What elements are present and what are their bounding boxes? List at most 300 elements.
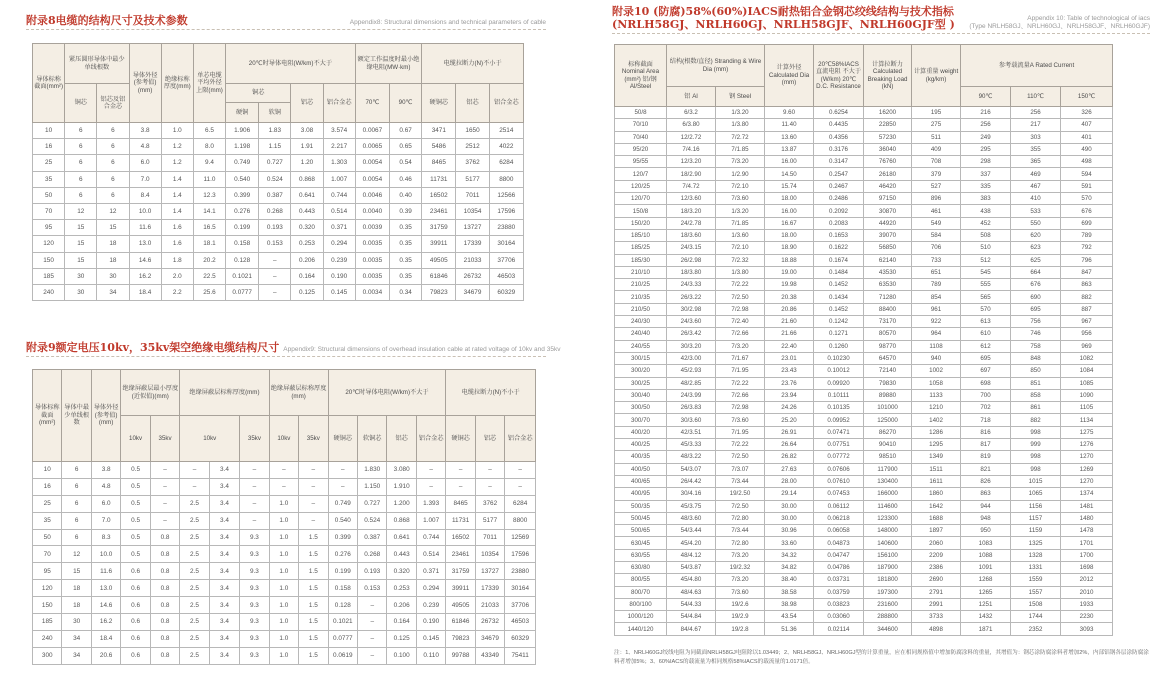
table-cell: 3.4	[209, 630, 239, 647]
table-cell: 16.00	[765, 205, 814, 217]
table-cell: 156100	[864, 549, 912, 561]
table-cell: 400/20	[615, 426, 667, 438]
table-row	[615, 254, 1113, 266]
table-cell: 0.07772	[814, 451, 864, 463]
table-cell: 210/25	[615, 279, 667, 291]
table-cell: 120/70	[615, 193, 667, 205]
table-row	[615, 598, 1113, 610]
table-cell: 123300	[864, 512, 912, 524]
table-cell: 1/2.90	[716, 168, 765, 180]
table-cell: 15	[62, 563, 91, 580]
appendix10-table-body	[615, 107, 1113, 636]
header-min-wires: 导体中最少单线根数	[62, 370, 91, 462]
table-cell: 533	[1011, 205, 1061, 217]
header-bf-al: 铝芯	[475, 416, 504, 462]
table-cell: 16.5	[193, 220, 225, 236]
table-cell: 3.4	[209, 478, 239, 495]
table-cell: –	[358, 614, 387, 631]
table-row	[33, 529, 536, 546]
table-cell: 11.6	[129, 220, 161, 236]
table-cell: 13.87	[765, 143, 814, 155]
table-cell: 699	[1061, 217, 1113, 229]
table-cell: –	[240, 478, 269, 495]
table-cell: 500/35	[615, 500, 667, 512]
table-cell: 610	[961, 328, 1011, 340]
table-cell: 197300	[864, 586, 912, 598]
table-cell: 0.744	[416, 529, 445, 546]
table-cell: 2012	[1061, 574, 1113, 586]
table-cell: 3.4	[209, 597, 239, 614]
table-cell: 30	[65, 268, 97, 284]
table-cell: –	[446, 462, 475, 479]
table-cell: 612	[961, 340, 1011, 352]
table-cell: 3.574	[323, 123, 355, 139]
table-cell: 48/4.12	[667, 549, 716, 561]
table-cell: 7/2.80	[716, 512, 765, 524]
table-row	[615, 291, 1113, 303]
header-t90: 90℃	[390, 84, 422, 123]
table-cell: 10354	[456, 203, 489, 219]
table-cell: 18	[97, 252, 129, 268]
table-cell: 39911	[446, 580, 475, 597]
table-cell: 38.40	[765, 574, 814, 586]
table-cell: 3.4	[209, 495, 239, 512]
table-cell: 1700	[1061, 549, 1113, 561]
header-soft-cu: 软铜芯	[358, 416, 387, 462]
table-cell: 54/4.33	[667, 598, 716, 610]
table-cell: 848	[1011, 352, 1061, 364]
table-cell: 1134	[1061, 414, 1113, 426]
table-cell: 7/3.60	[716, 414, 765, 426]
table-cell: 10.0	[91, 546, 120, 563]
table-cell: 0.03060	[814, 611, 864, 623]
table-cell: 0.6	[121, 647, 150, 664]
table-row	[615, 107, 1113, 119]
table-cell: 7/2.22	[716, 439, 765, 451]
table-cell: 1.4	[161, 171, 193, 187]
header-copper: 铜芯	[226, 84, 291, 103]
table-cell: 6	[62, 478, 91, 495]
table-cell: 7/1.85	[716, 217, 765, 229]
table-cell: 45/3.75	[667, 500, 716, 512]
table-cell: 185/25	[615, 242, 667, 254]
table-cell: 0.0046	[355, 187, 389, 203]
table-cell: 1.5	[299, 580, 328, 597]
table-cell: 0.6254	[814, 107, 864, 119]
table-cell: 28.00	[765, 475, 814, 487]
table-cell: 24/2.78	[667, 217, 716, 229]
table-cell: 0.5	[121, 495, 150, 512]
table-cell: 1265	[961, 586, 1011, 598]
table-row	[615, 537, 1113, 549]
header-nominal-section: 导体标称截面(mm²)	[33, 370, 62, 462]
table-cell: 7/2.66	[716, 328, 765, 340]
table-row	[615, 193, 1113, 205]
table-cell: 1015	[1011, 475, 1061, 487]
table-row	[615, 561, 1113, 573]
table-cell: 1860	[912, 488, 961, 500]
table-row	[615, 512, 1113, 524]
table-cell: –	[240, 512, 269, 529]
table-cell: 410	[1011, 193, 1061, 205]
table-row	[615, 426, 1113, 438]
table-cell: 2.5	[180, 495, 209, 512]
table-cell: 12	[97, 203, 129, 219]
header-kv35: 35kv	[299, 416, 328, 462]
table-cell: 24/3.60	[667, 316, 716, 328]
table-cell: 275	[912, 119, 961, 131]
table-cell: 400/95	[615, 488, 667, 500]
table-cell: 850	[1011, 365, 1061, 377]
table-cell: 2512	[456, 139, 489, 155]
table-cell: 70	[33, 203, 65, 219]
header-soft-cu: 软铜	[259, 103, 291, 123]
table-cell: 8.0	[193, 139, 225, 155]
table-cell: 0.1021	[328, 614, 357, 631]
table-cell: 34679	[475, 630, 504, 647]
table-cell: 0.54	[390, 155, 422, 171]
header-kv35: 35kv	[150, 416, 179, 462]
table-cell: 7/2.22	[716, 377, 765, 389]
table-cell: 57230	[864, 131, 912, 143]
table-cell: 125000	[864, 414, 912, 426]
table-cell: 60329	[489, 284, 523, 300]
table-row	[615, 205, 1113, 217]
table-cell: 18	[62, 597, 91, 614]
table-cell: 1328	[1011, 549, 1061, 561]
table-cell: 15.74	[765, 180, 814, 192]
table-cell: 11731	[446, 512, 475, 529]
table-cell: 1270	[1061, 475, 1113, 487]
table-cell: 1105	[1061, 402, 1113, 414]
table-cell: 0.1484	[814, 266, 864, 278]
table-cell: 6.0	[129, 155, 161, 171]
table-cell: 2.5	[180, 614, 209, 631]
table-cell: 630/80	[615, 561, 667, 573]
table-cell: 71280	[864, 291, 912, 303]
table-row	[615, 439, 1113, 451]
table-cell: 337	[961, 168, 1011, 180]
table-cell: 0.0065	[355, 139, 389, 155]
table-cell: 1.83	[259, 123, 291, 139]
table-cell: 0.07606	[814, 463, 864, 475]
table-cell: 998	[1011, 426, 1061, 438]
table-cell: 1/3.80	[716, 266, 765, 278]
table-cell: 0.0777	[226, 284, 259, 300]
table-cell: –	[416, 462, 445, 479]
table-cell: 70	[33, 546, 62, 563]
header-bf-hard-cu: 硬铜芯	[422, 84, 456, 123]
table-cell: 22.5	[193, 268, 225, 284]
table-row	[33, 495, 536, 512]
table-cell: 1650	[456, 123, 489, 139]
table-cell: 0.1434	[814, 291, 864, 303]
table-cell: 9.3	[240, 630, 269, 647]
table-cell: 0.153	[259, 236, 291, 252]
table-cell: 1.8	[161, 252, 193, 268]
table-cell: 1.0	[269, 563, 298, 580]
table-cell: 0.387	[358, 529, 387, 546]
table-cell: 4.8	[129, 139, 161, 155]
table-cell: 733	[912, 254, 961, 266]
table-cell: 2.5	[180, 563, 209, 580]
table-cell: 0.8	[150, 630, 179, 647]
table-cell: 800/55	[615, 574, 667, 586]
appendix8-title: 附录8电缆的结构尺寸及技术参数	[26, 14, 188, 27]
table-cell: 0.387	[259, 187, 291, 203]
table-cell: 1.0	[269, 529, 298, 546]
table-cell: 9.3	[240, 529, 269, 546]
table-cell: 756	[1011, 316, 1061, 328]
table-cell: 335	[961, 180, 1011, 192]
table-cell: 303	[1011, 131, 1061, 143]
header-kv10: 10kv	[180, 416, 240, 462]
table-cell: 383	[961, 193, 1011, 205]
table-cell: 545	[961, 266, 1011, 278]
header-steel: 钢 Steel	[716, 87, 765, 107]
table-cell: 99788	[446, 647, 475, 664]
table-cell: 0.868	[291, 171, 323, 187]
header-kv10: 10kv	[269, 416, 298, 462]
table-cell: 49505	[446, 597, 475, 614]
table-cell: 210/35	[615, 291, 667, 303]
table-cell: –	[259, 284, 291, 300]
table-cell: 0.125	[387, 630, 416, 647]
table-cell: 695	[1011, 303, 1061, 315]
table-cell: 510	[961, 242, 1011, 254]
table-cell: 0.868	[387, 512, 416, 529]
table-cell: 0.1021	[226, 268, 259, 284]
table-cell: 7/2.10	[716, 242, 765, 254]
table-cell: 511	[912, 131, 961, 143]
table-cell: 26732	[456, 268, 489, 284]
table-cell: 0.0035	[355, 252, 389, 268]
table-cell: 25	[33, 495, 62, 512]
table-cell: 1269	[1061, 463, 1113, 475]
table-cell: 19/2.50	[716, 488, 765, 500]
table-cell: 256	[1011, 107, 1061, 119]
table-cell: 591	[1061, 180, 1113, 192]
appendix10-title-line2: (NRLH58GJ、NRLH60GJ、NRLH58GJF、NRLH60GJF型 )	[612, 18, 955, 31]
table-cell: 23.94	[765, 389, 814, 401]
table-cell: 882	[1011, 414, 1061, 426]
table-cell: 400/25	[615, 439, 667, 451]
table-cell: 0.443	[291, 203, 323, 219]
table-cell: 0.158	[328, 580, 357, 597]
table-cell: 120	[33, 236, 65, 252]
table-cell: 2.5	[180, 512, 209, 529]
table-cell: –	[259, 252, 291, 268]
table-cell: 25.6	[193, 284, 225, 300]
table-cell: 0.06218	[814, 512, 864, 524]
table-cell: 16	[33, 478, 62, 495]
table-row	[33, 123, 524, 139]
table-cell: 998	[1011, 451, 1061, 463]
table-cell: 1000/120	[615, 611, 667, 623]
table-cell: 18.1	[193, 236, 225, 252]
table-cell: 1286	[912, 426, 961, 438]
table-cell: 401	[1061, 131, 1113, 143]
table-cell: 0.5	[121, 512, 150, 529]
table-cell: 676	[1011, 279, 1061, 291]
header-bf-hard-cu: 硬铜芯	[446, 416, 475, 462]
table-cell: 922	[912, 316, 961, 328]
table-cell: 1933	[1061, 598, 1113, 610]
table-cell: 9.3	[240, 647, 269, 664]
table-cell: 6	[65, 123, 97, 139]
table-cell: 861	[1011, 402, 1061, 414]
table-cell: 708	[912, 156, 961, 168]
table-cell: 1.910	[387, 478, 416, 495]
table-cell: 944	[961, 500, 1011, 512]
table-cell: 0.2486	[814, 193, 864, 205]
table-cell: 0.540	[226, 171, 259, 187]
table-cell: 1.15	[259, 139, 291, 155]
table-cell: –	[416, 478, 445, 495]
table-cell: 7/3.60	[716, 586, 765, 598]
table-cell: 1.6	[161, 236, 193, 252]
table-cell: 42/3.00	[667, 352, 716, 364]
table-cell: 858	[1011, 389, 1061, 401]
header-bf-al: 铝芯	[456, 84, 489, 123]
table-cell: 3.8	[91, 462, 120, 479]
table-cell: 240/30	[615, 316, 667, 328]
table-cell: 3.4	[209, 529, 239, 546]
table-cell: 0.276	[226, 203, 259, 219]
table-cell: 1402	[912, 414, 961, 426]
table-row	[615, 180, 1113, 192]
table-cell: 1.5	[299, 529, 328, 546]
table-cell: 35	[33, 171, 65, 187]
table-cell: 355	[1011, 143, 1061, 155]
table-cell: 185	[33, 614, 62, 631]
table-cell: 16.2	[91, 614, 120, 631]
table-cell: –	[328, 478, 357, 495]
header-t110: 110℃	[1011, 87, 1061, 107]
table-cell: 27.63	[765, 463, 814, 475]
table-cell: 1331	[1011, 561, 1061, 573]
table-row	[615, 328, 1113, 340]
table-cell: 3733	[912, 611, 961, 623]
table-cell: 0.749	[328, 495, 357, 512]
table-cell: 549	[912, 217, 961, 229]
table-cell: 0.35	[390, 236, 422, 252]
table-row	[615, 402, 1113, 414]
table-cell: 288800	[864, 611, 912, 623]
table-cell: –	[358, 647, 387, 664]
table-cell: 0.8	[150, 614, 179, 631]
header-weight: 计算重量 weight (kg/km)	[912, 45, 961, 107]
table-cell: 98770	[864, 340, 912, 352]
table-cell: 0.749	[226, 155, 259, 171]
table-cell: 817	[961, 439, 1011, 451]
table-cell: 217	[1011, 119, 1061, 131]
table-cell: 12566	[489, 187, 523, 203]
table-cell: 46503	[489, 268, 523, 284]
table-row	[615, 525, 1113, 537]
table-cell: 195	[912, 107, 961, 119]
table-cell: 0.1260	[814, 340, 864, 352]
table-cell: 854	[912, 291, 961, 303]
table-cell: 30/3.60	[667, 414, 716, 426]
table-cell: 2.0	[161, 268, 193, 284]
table-cell: 70/40	[615, 131, 667, 143]
table-cell: 43530	[864, 266, 912, 278]
table-cell: 13727	[475, 563, 504, 580]
table-cell: 1642	[912, 500, 961, 512]
table-cell: 0.128	[328, 597, 357, 614]
table-cell: 7/4.72	[667, 180, 716, 192]
table-cell: 400/50	[615, 463, 667, 475]
table-cell: 18	[62, 580, 91, 597]
table-cell: 16502	[446, 529, 475, 546]
table-cell: 0.2083	[814, 217, 864, 229]
table-row	[615, 451, 1113, 463]
table-cell: 1157	[1011, 512, 1061, 524]
table-cell: 4022	[489, 139, 523, 155]
table-cell: 31759	[446, 563, 475, 580]
table-cell: 0.10111	[814, 389, 864, 401]
table-cell: 31759	[422, 220, 456, 236]
table-cell: 54/4.84	[667, 611, 716, 623]
table-cell: 185/30	[615, 254, 667, 266]
table-cell: 0.190	[416, 614, 445, 631]
table-cell: 0.5	[121, 462, 150, 479]
table-cell: 344600	[864, 623, 912, 635]
table-cell: –	[240, 462, 269, 479]
table-cell: 0.514	[416, 546, 445, 563]
table-cell: 863	[1061, 279, 1113, 291]
table-cell: 6	[97, 187, 129, 203]
table-cell: 51.36	[765, 623, 814, 635]
table-cell: 256	[961, 119, 1011, 131]
table-cell: 0.6	[121, 580, 150, 597]
table-cell: 114600	[864, 500, 912, 512]
table-cell: 0.268	[259, 203, 291, 219]
table-cell: 0.8	[150, 647, 179, 664]
table-cell: 9.3	[240, 614, 269, 631]
table-cell: 0.03731	[814, 574, 864, 586]
table-cell: 0.04747	[814, 549, 864, 561]
table-row	[615, 463, 1113, 475]
table-cell: 73170	[864, 316, 912, 328]
table-cell: 409	[912, 143, 961, 155]
table-cell: 1744	[1011, 611, 1061, 623]
table-row	[33, 284, 524, 300]
table-cell: 0.153	[358, 580, 387, 597]
appendix10-subtitle-line2: (Type NRLH58GJ、NRLH60GJ、NRLH58GJF、NRLH60GJF)	[969, 23, 1150, 30]
table-cell: 1058	[912, 377, 961, 389]
table-cell: 0.03759	[814, 586, 864, 598]
header-al-alloy: 铝合金芯	[323, 84, 355, 123]
table-cell: 789	[912, 279, 961, 291]
table-cell: 1440/120	[615, 623, 667, 635]
table-cell: 5177	[456, 171, 489, 187]
table-cell: 851	[1011, 377, 1061, 389]
table-cell: 185	[33, 268, 65, 284]
table-cell: 620	[1011, 229, 1061, 241]
appendix8-table-body	[33, 123, 524, 301]
table-cell: 0.320	[387, 563, 416, 580]
table-cell: 2010	[1061, 586, 1113, 598]
table-cell: 14.1	[193, 203, 225, 219]
table-cell: 19/2.32	[716, 561, 765, 573]
table-cell: 18.88	[765, 254, 814, 266]
table-cell: 700	[961, 389, 1011, 401]
table-cell: 0.65	[390, 139, 422, 155]
table-cell: 1091	[961, 561, 1011, 573]
table-cell: 37706	[489, 252, 523, 268]
